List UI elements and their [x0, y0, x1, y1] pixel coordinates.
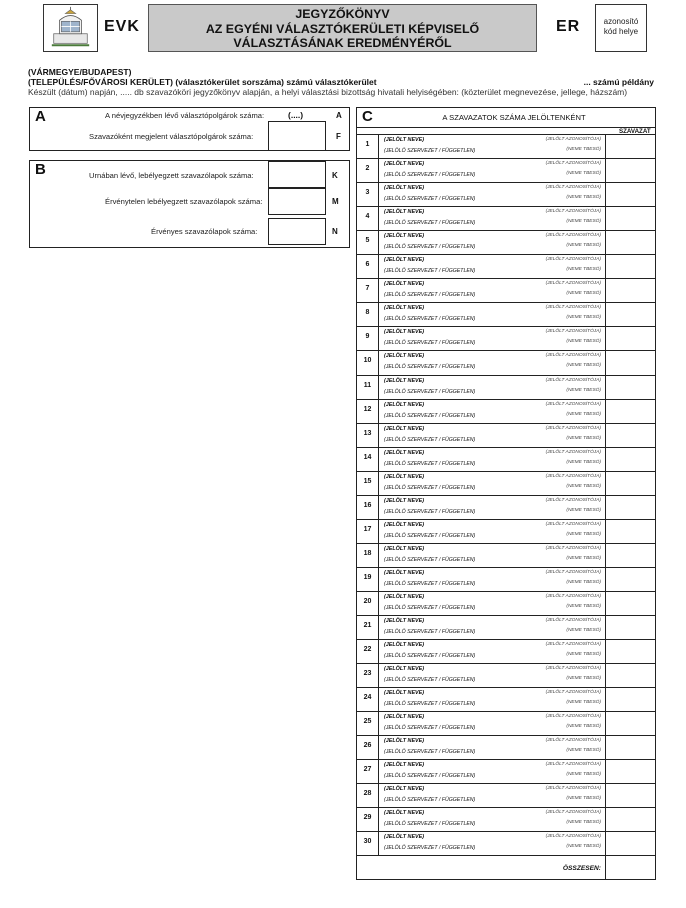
appeared-voters-label: Szavazóként megjelent választópolgárok száma: — [89, 132, 254, 141]
district-text: (TELEPÜLÉS/FŐVÁROSI KERÜLET) (választókerület sorszáma) számú választókerület — [28, 77, 377, 87]
candidate-name: (JELÖLT NEVE) — [384, 569, 425, 576]
candidate-id: (JELÖLT AZONOSÍTÓJA) — [545, 449, 601, 455]
candidate-id: (JELÖLT AZONOSÍTÓJA) — [545, 690, 601, 696]
candidate-row — [357, 591, 655, 615]
candidate-row — [357, 134, 655, 158]
candidate-organization: (JELÖLŐ SZERVEZET / FÜGGETLEN) — [384, 556, 476, 563]
candidate-number: 5 — [365, 237, 370, 245]
candidate-id: (JELÖLT AZONOSÍTÓJA) — [545, 353, 601, 359]
candidate-name: (JELÖLT NEVE) — [384, 834, 425, 841]
candidate-organization: (JELÖLŐ SZERVEZET / FÜGGETLEN) — [384, 268, 476, 275]
candidate-row — [357, 230, 655, 254]
candidate-gender: (NEME TBESÓ) — [566, 171, 601, 177]
prepared-line: Készült (dátum) napján, ..... db szavazóköri jegyzőkönyv alapján, a helyi választási bizottság hivatali helyiségében: (közterület megnevezése, jellege, házszám) — [28, 87, 628, 97]
candidate-gender: (NEME TBESÓ) — [566, 339, 601, 345]
candidate-row — [357, 326, 655, 350]
candidate-id: (JELÖLT AZONOSÍTÓJA) — [545, 377, 601, 383]
er-code: ER — [556, 18, 581, 35]
district-line — [28, 77, 654, 87]
candidate-gender: (NEME TBESÓ) — [566, 459, 601, 465]
candidate-gender: (NEME TBESÓ) — [566, 483, 601, 489]
candidate-row — [357, 471, 655, 495]
candidate-row — [357, 158, 655, 182]
id-box-line-2: kód helye — [603, 27, 639, 36]
candidate-name: (JELÖLT NEVE) — [384, 449, 425, 456]
invalid-ballots-letter: M — [332, 197, 339, 206]
candidate-organization: (JELÖLŐ SZERVEZET / FÜGGETLEN) — [384, 580, 476, 587]
candidate-id: (JELÖLT AZONOSÍTÓJA) — [545, 233, 601, 239]
ballots-in-box-label: Urnában lévő, lebélyegzett szavazólapok száma: — [89, 171, 254, 180]
candidate-name: (JELÖLT NEVE) — [384, 401, 425, 408]
candidate-organization: (JELÖLŐ SZERVEZET / FÜGGETLEN) — [384, 797, 476, 804]
county-line: (VÁRMEGYE/BUDAPEST) — [28, 67, 132, 77]
candidate-row — [357, 495, 655, 519]
candidate-number: 22 — [363, 646, 372, 654]
section-b-letter: B — [35, 161, 46, 178]
candidate-row — [357, 663, 655, 687]
section-b — [29, 160, 350, 248]
candidate-number: 20 — [363, 597, 372, 605]
candidate-gender: (NEME TBESÓ) — [566, 435, 601, 441]
candidate-row — [357, 254, 655, 278]
candidate-number: 17 — [363, 525, 372, 533]
candidate-number: 14 — [363, 453, 372, 461]
candidate-id: (JELÖLT AZONOSÍTÓJA) — [545, 521, 601, 527]
valid-ballots-letter: N — [332, 227, 338, 236]
candidate-number: 19 — [363, 573, 372, 581]
invalid-ballots-label: Érvénytelen lebélyegzett szavazólapok száma: — [105, 197, 263, 206]
appeared-voters-letter: F — [336, 132, 341, 141]
candidate-row — [357, 543, 655, 567]
candidate-organization: (JELÖLŐ SZERVEZET / FÜGGETLEN) — [384, 508, 476, 515]
candidate-organization: (JELÖLŐ SZERVEZET / FÜGGETLEN) — [384, 220, 476, 227]
candidate-id: (JELÖLT AZONOSÍTÓJA) — [545, 185, 601, 191]
candidate-name: (JELÖLT NEVE) — [384, 281, 425, 288]
candidate-name: (JELÖLT NEVE) — [384, 209, 425, 216]
candidate-id: (JELÖLT AZONOSÍTÓJA) — [545, 305, 601, 311]
title-line-3: VÁLASZTÁSÁNAK EREDMÉNYÉRŐL — [233, 36, 452, 50]
candidate-gender: (NEME TBESÓ) — [566, 652, 601, 658]
candidate-number: 18 — [363, 549, 372, 557]
candidate-number: 10 — [363, 357, 372, 365]
candidate-row — [357, 735, 655, 759]
candidate-id: (JELÖLT AZONOSÍTÓJA) — [545, 425, 601, 431]
candidate-gender: (NEME TBESÓ) — [566, 628, 601, 633]
candidate-organization: (JELÖLŐ SZERVEZET / FÜGGETLEN) — [384, 749, 476, 756]
candidate-name: (JELÖLT NEVE) — [384, 497, 425, 504]
candidate-id: (JELÖLT AZONOSÍTÓJA) — [545, 545, 601, 551]
candidate-name: (JELÖLT NEVE) — [384, 618, 425, 624]
candidate-organization: (JELÖLŐ SZERVEZET / FÜGGETLEN) — [384, 484, 476, 491]
id-box-line-1: azonosító — [603, 17, 639, 26]
candidate-number: 8 — [365, 309, 370, 317]
candidate-organization: (JELÖLŐ SZERVEZET / FÜGGETLEN) — [384, 244, 476, 251]
candidate-gender: (NEME TBESÓ) — [566, 748, 601, 754]
candidate-name: (JELÖLT NEVE) — [384, 137, 425, 143]
candidate-gender: (NEME TBESÓ) — [566, 363, 601, 369]
candidate-row — [357, 711, 655, 735]
candidate-id: (JELÖLT AZONOSÍTÓJA) — [545, 209, 601, 215]
candidate-gender: (NEME TBESÓ) — [566, 195, 601, 201]
candidate-gender: (NEME TBESÓ) — [566, 219, 601, 225]
candidate-row — [357, 567, 655, 591]
candidate-number: 1 — [365, 141, 370, 148]
candidate-organization: (JELÖLŐ SZERVEZET / FÜGGETLEN) — [384, 532, 476, 539]
candidate-organization: (JELÖLŐ SZERVEZET / FÜGGETLEN) — [384, 460, 476, 467]
candidate-name: (JELÖLT NEVE) — [384, 329, 425, 336]
candidate-row — [357, 278, 655, 302]
registered-voters-value: (....) — [288, 110, 304, 120]
section-c-letter: C — [362, 108, 373, 125]
total-label: ÖSSZESEN: — [562, 865, 601, 872]
candidate-gender: (NEME TBESÓ) — [566, 700, 601, 706]
candidate-id: (JELÖLT AZONOSÍTÓJA) — [545, 257, 601, 263]
candidate-row — [357, 375, 655, 399]
candidate-gender: (NEME TBESÓ) — [566, 724, 601, 730]
candidate-number: 25 — [363, 718, 372, 726]
candidate-name: (JELÖLT NEVE) — [384, 642, 425, 649]
candidate-row — [357, 615, 655, 639]
candidate-name: (JELÖLT NEVE) — [384, 762, 425, 769]
candidate-organization: (JELÖLŐ SZERVEZET / FÜGGETLEN) — [384, 340, 476, 347]
candidate-id: (JELÖLT AZONOSÍTÓJA) — [545, 473, 601, 479]
candidate-row — [357, 423, 655, 447]
document-title — [148, 4, 537, 52]
candidate-id: (JELÖLT AZONOSÍTÓJA) — [545, 497, 601, 503]
candidate-number: 24 — [363, 694, 372, 702]
candidate-row — [357, 399, 655, 423]
candidate-name: (JELÖLT NEVE) — [384, 233, 425, 240]
candidate-number: 12 — [363, 405, 372, 413]
identifier-code-box — [595, 4, 647, 52]
section-a — [29, 107, 350, 151]
candidate-row — [357, 831, 655, 855]
candidate-name: (JELÖLT NEVE) — [384, 473, 425, 480]
candidate-gender: (NEME TBESÓ) — [566, 291, 601, 297]
ballots-in-box-field[interactable] — [268, 161, 326, 188]
candidate-organization: (JELÖLŐ SZERVEZET / FÜGGETLEN) — [384, 292, 476, 299]
candidate-organization: (JELÖLŐ SZERVEZET / FÜGGETLEN) — [384, 196, 476, 203]
candidate-gender: (NEME TBESÓ) — [566, 243, 601, 249]
candidate-number: 16 — [363, 501, 372, 509]
candidate-id: (JELÖLT AZONOSÍTÓJA) — [545, 834, 601, 840]
coat-of-arms-logo — [43, 4, 98, 52]
candidate-number: 27 — [363, 766, 372, 774]
title-line-1: JEGYZŐKÖNYV — [295, 7, 390, 21]
candidate-id: (JELÖLT AZONOSÍTÓJA) — [545, 401, 601, 407]
candidate-id: (JELÖLT AZONOSÍTÓJA) — [545, 714, 601, 720]
candidate-row — [357, 639, 655, 663]
candidate-organization: (JELÖLŐ SZERVEZET / FÜGGETLEN) — [384, 412, 476, 419]
candidate-gender: (NEME TBESÓ) — [566, 796, 601, 802]
valid-ballots-field[interactable] — [268, 218, 326, 245]
candidate-row — [357, 807, 655, 831]
candidate-row — [357, 447, 655, 471]
candidate-organization: (JELÖLŐ SZERVEZET / FÜGGETLEN) — [384, 436, 476, 443]
candidate-number: 30 — [363, 838, 372, 846]
candidate-id: (JELÖLT AZONOSÍTÓJA) — [545, 593, 601, 599]
candidate-name: (JELÖLT NEVE) — [384, 666, 425, 673]
appeared-voters-field[interactable] — [268, 121, 326, 151]
candidate-gender: (NEME TBESÓ) — [566, 411, 601, 417]
candidate-gender: (NEME TBESÓ) — [566, 267, 601, 273]
candidate-name: (JELÖLT NEVE) — [384, 185, 425, 192]
candidate-gender: (NEME TBESÓ) — [566, 531, 601, 537]
candidate-number: 26 — [363, 742, 372, 750]
candidate-id: (JELÖLT AZONOSÍTÓJA) — [545, 738, 601, 744]
candidate-id: (JELÖLT AZONOSÍTÓJA) — [545, 810, 601, 816]
invalid-ballots-field[interactable] — [268, 188, 326, 215]
candidate-number: 21 — [363, 622, 372, 629]
candidate-name: (JELÖLT NEVE) — [384, 257, 425, 264]
candidate-name: (JELÖLT NEVE) — [384, 545, 425, 552]
candidate-row — [357, 182, 655, 206]
candidate-number: 2 — [365, 165, 370, 173]
candidate-id: (JELÖLT AZONOSÍTÓJA) — [545, 762, 601, 768]
candidate-name: (JELÖLT NEVE) — [384, 810, 425, 817]
candidate-organization: (JELÖLŐ SZERVEZET / FÜGGETLEN) — [384, 821, 476, 828]
total-row — [357, 855, 655, 880]
section-c — [356, 107, 656, 880]
candidate-name: (JELÖLT NEVE) — [384, 425, 425, 432]
evk-code: EVK — [104, 18, 140, 35]
candidate-row — [357, 206, 655, 230]
candidate-gender: (NEME TBESÓ) — [566, 507, 601, 513]
candidate-number: 13 — [363, 429, 372, 437]
candidate-gender: (NEME TBESÓ) — [566, 603, 601, 609]
candidate-organization: (JELÖLŐ SZERVEZET / FÜGGETLEN) — [384, 364, 476, 371]
candidate-gender: (NEME TBESÓ) — [566, 820, 601, 826]
candidate-gender: (NEME TBESÓ) — [566, 147, 601, 152]
candidate-organization: (JELÖLŐ SZERVEZET / FÜGGETLEN) — [384, 701, 476, 708]
candidate-organization: (JELÖLŐ SZERVEZET / FÜGGETLEN) — [384, 629, 476, 635]
candidate-row — [357, 687, 655, 711]
candidate-name: (JELÖLT NEVE) — [384, 305, 425, 312]
candidate-id: (JELÖLT AZONOSÍTÓJA) — [545, 618, 601, 623]
registered-voters-label: A névjegyzékben lévő választópolgárok száma: — [105, 111, 265, 120]
candidate-gender: (NEME TBESÓ) — [566, 555, 601, 561]
candidate-organization: (JELÖLŐ SZERVEZET / FÜGGETLEN) — [384, 725, 476, 732]
candidate-organization: (JELÖLŐ SZERVEZET / FÜGGETLEN) — [384, 172, 476, 179]
ballots-in-box-letter: K — [332, 171, 338, 180]
section-c-header-divider — [357, 127, 655, 128]
candidate-gender: (NEME TBESÓ) — [566, 387, 601, 393]
candidate-organization: (JELÖLŐ SZERVEZET / FÜGGETLEN) — [384, 773, 476, 780]
candidate-id: (JELÖLT AZONOSÍTÓJA) — [545, 161, 601, 167]
candidate-number: 9 — [365, 333, 370, 341]
candidate-row — [357, 302, 655, 326]
candidate-number: 23 — [363, 670, 372, 678]
candidate-number: 29 — [363, 814, 372, 822]
candidate-row — [357, 783, 655, 807]
candidate-number: 7 — [365, 285, 370, 293]
candidate-organization: (JELÖLŐ SZERVEZET / FÜGGETLEN) — [384, 677, 476, 684]
candidate-name: (JELÖLT NEVE) — [384, 521, 425, 528]
candidate-name: (JELÖLT NEVE) — [384, 377, 425, 384]
registered-voters-letter: A — [336, 111, 342, 120]
candidate-organization: (JELÖLŐ SZERVEZET / FÜGGETLEN) — [384, 148, 476, 154]
section-a-letter: A — [35, 108, 46, 125]
candidate-row — [357, 519, 655, 543]
candidate-gender: (NEME TBESÓ) — [566, 772, 601, 778]
candidate-number: 28 — [363, 790, 372, 798]
candidate-number: 11 — [363, 381, 372, 389]
candidate-name: (JELÖLT NEVE) — [384, 786, 425, 793]
candidate-id: (JELÖLT AZONOSÍTÓJA) — [545, 666, 601, 672]
copy-number-text: ... számú példány — [583, 77, 654, 87]
candidate-row — [357, 759, 655, 783]
candidate-id: (JELÖLT AZONOSÍTÓJA) — [545, 642, 601, 648]
candidate-id: (JELÖLT AZONOSÍTÓJA) — [545, 281, 601, 287]
candidate-gender: (NEME TBESÓ) — [566, 315, 601, 321]
candidate-gender: (NEME TBESÓ) — [566, 844, 601, 850]
candidate-gender: (NEME TBESÓ) — [566, 676, 601, 682]
candidate-organization: (JELÖLŐ SZERVEZET / FÜGGETLEN) — [384, 653, 476, 660]
candidate-number: 15 — [363, 477, 372, 485]
candidate-id: (JELÖLT AZONOSÍTÓJA) — [545, 786, 601, 792]
candidate-number: 4 — [365, 213, 370, 221]
candidate-id: (JELÖLT AZONOSÍTÓJA) — [545, 569, 601, 575]
candidate-id: (JELÖLT AZONOSÍTÓJA) — [545, 137, 601, 142]
candidate-organization: (JELÖLŐ SZERVEZET / FÜGGETLEN) — [384, 845, 476, 852]
candidate-name: (JELÖLT NEVE) — [384, 738, 425, 745]
candidate-name: (JELÖLT NEVE) — [384, 714, 425, 721]
candidate-name: (JELÖLT NEVE) — [384, 161, 425, 168]
candidate-name: (JELÖLT NEVE) — [384, 593, 425, 600]
candidate-id: (JELÖLT AZONOSÍTÓJA) — [545, 329, 601, 335]
candidate-gender: (NEME TBESÓ) — [566, 579, 601, 585]
candidate-number: 3 — [365, 189, 370, 197]
candidate-organization: (JELÖLŐ SZERVEZET / FÜGGETLEN) — [384, 604, 476, 611]
candidate-name: (JELÖLT NEVE) — [384, 353, 425, 360]
candidate-row — [357, 350, 655, 374]
title-line-2: AZ EGYÉNI VÁLASZTÓKERÜLETI KÉPVISELŐ — [205, 21, 480, 36]
candidate-number: 6 — [365, 261, 370, 269]
candidate-organization: (JELÖLŐ SZERVEZET / FÜGGETLEN) — [384, 388, 476, 395]
section-c-title: A SZAVAZATOK SZÁMA JELÖLTENKÉNT — [442, 113, 586, 122]
candidate-name: (JELÖLT NEVE) — [384, 690, 425, 697]
votes-column-header: SZAVAZAT — [619, 128, 651, 135]
candidate-organization: (JELÖLŐ SZERVEZET / FÜGGETLEN) — [384, 316, 476, 323]
valid-ballots-label: Érvényes szavazólapok száma: — [151, 227, 258, 236]
